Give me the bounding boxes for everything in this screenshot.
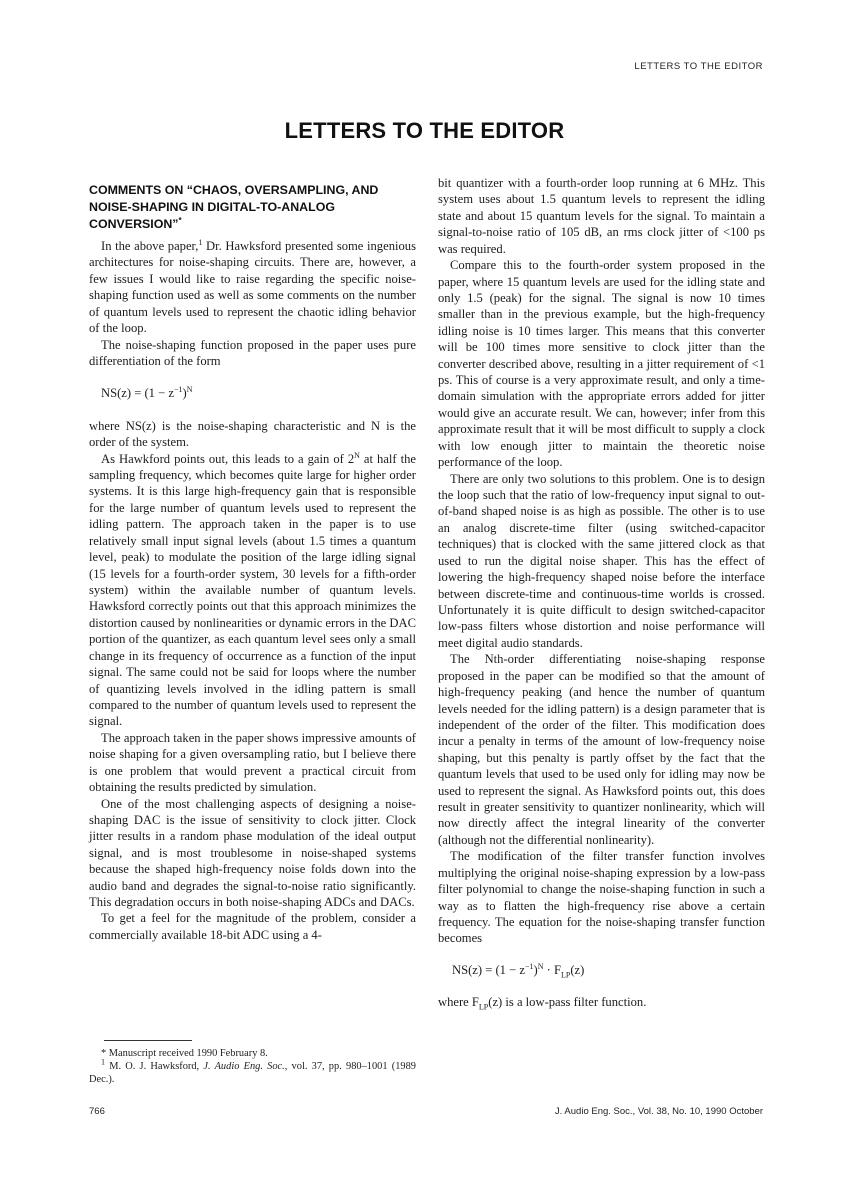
paragraph: The Nth-order differentiating noise-shaping response proposed in the paper can be modified so that the amount of high-frequency peaking (and hence the number of quantum levels needed for the idling pattern) is a design parameter that is independent of the order of the filter. This modification does incur a penalty in terms of the amount of low-frequency noise shaping, but this penalty is partly offset by the fact that the quantum levels that used to be used only for idling may now be used to represent the signal. As Hawksford points out, this does result in greater sensitivity to quantizer nonlinearity, which will now directly affect the integral linearity of the converter (although not the differential nonlinearity). [438, 652, 765, 847]
paragraph: The noise-shaping function proposed in the paper uses pure differentiation of the form [89, 337, 416, 368]
paragraph: To get a feel for the magnitude of the problem, consider a commercially available 18-bit ADC using a 4- [89, 911, 416, 942]
paragraph: where NS(z) is the noise-shaping characteristic and N is the order of the system. [89, 418, 416, 450]
paragraph: In the above paper,$^1$ Dr. Hawksford presented some ingenious architectures for noise-shaping circuits. There are, however, a few issues I would like to raise regarding the specific noise-shaping function used as well as some comments on the number of quantum levels used to represent the chaotic idling behavior of the loop. [89, 237, 416, 336]
page-title: LETTERS TO THE EDITOR [284, 118, 565, 143]
left-column [89, 176, 416, 943]
paragraph: There are only two solutions to this problem. One is to design the loop such that the ratio of low-frequency input signal to out-of-band shaped noise is as high as possible. The other is to use an analog discrete-time filter (using switched-capacitor techniques) that is clocked with the same jittered clock as that used to run the digital noise shaper. This has the effect of lowering the high-frequency shaped noise before the interface between discrete-time and continuous-time worlds is crossed. Unfortunately it is quite difficult to design switched-capacitor low-pass filters whose distortion and noise performance will meet digital audio standards. [438, 471, 765, 650]
paragraph: One of the most challenging aspects of designing a noise-shaping DAC is the issue of sensitivity to clock jitter. Clock jitter results in a random phase modulation of the ideal output signal, and is most troublesome in noise-shaped systems because the shaped high-frequency noise folds down into the audio band and degrades the signal-to-noise ratio significantly. This degradation occurs in both noise-shaping ADCs and DACs. [89, 796, 416, 910]
running-header: LETTERS TO THE EDITOR [634, 61, 763, 72]
paragraph: As Hawkford points out, this leads to a gain of $2^N$ at half the sampling frequency, which becomes quite large for higher order systems. It is this large high-frequency gain that is responsible for the large number of quantum levels used to represent the idling pattern. The approach taken in the paper is to use relatively small input signal levels (about 1.5 times a quantum level, peak) to modulate the position of the large idling signal (15 levels for a fourth-order system, 30 levels for a fifth-order system) within the available number of quantum levels. Hawksford correctly points out that this approach minimizes the distortion caused by nonlinearities or dynamic errors in the DAC portion of the quantizer, as each quantum level sees only a small change in its frequency of occurrence as a function of the input signal. The same could not be said for loops where the number of quantizing levels involved in the idling pattern is small compared to the number of quantum levels used to represent the signal. [89, 450, 417, 729]
paragraph: bit quantizer with a fourth-order loop running at 6 MHz. This system uses about 1.5 quantum levels to represent the idling state and about 15 quantum levels for the signal. To maintain a signal-to-noise ratio of 105 dB, an rms clock jitter of <100 ps was required. [438, 176, 765, 256]
paragraph: The approach taken in the paper shows impressive amounts of noise shaping for a given oversampling ratio, but I believe there is one problem that would prevent a practical circuit from obtaining the results predicted by simulation. [89, 730, 416, 795]
paragraph: The modification of the filter transfer function involves multiplying the original noise-shaping expression by a low-pass filter polynomial to change the noise-shaping function in such a way as to flatten the high-frequency rise above a certain frequency. The equation for the noise-shaping transfer function becomes [438, 849, 765, 946]
article-heading: COMMENTS ON “CHAOS, OVERSAMPLING, AND NOISE-SHAPING IN DIGITAL-TO-ANALOG CONVERSION”* [89, 183, 379, 231]
footnote-reference: $^1$ M. O. J. Hawksford, J. Audio Eng. Soc., vol. 37, pp. 980–1001 (1989 Dec.). [89, 1057, 417, 1086]
equation-noise-shaping: $NS(z) = (1 - z^{-1})^N$ [101, 385, 193, 401]
equation-modified-noise-shaping: $NS(z) = (1 - z^{-1})^N \cdot F_{LP}(z)$ [452, 961, 585, 980]
footnote-manuscript: * Manuscript received 1990 February 8. [101, 1048, 268, 1059]
paragraph: Compare this to the fourth-order system proposed in the paper, where 15 quantum levels are used for the idling state and only 1.5 (peak) for the signal. The signal is now 10 times smaller than in the previous example, but the high-frequency idling noise is 10 times larger. This means that this converter will be 100 times more sensitive to clock jitter than the converter described above, resulting in a jitter requirement of <1 ps. This of course is a very approximate result, and only a time-domain simulation with the appropriate errors added for jitter would give an accurate result. We can, however; infer from this approximate result that it will be most difficult to supply a clock with low enough jitter to maintain the theoretic noise performance of the loop. [438, 258, 765, 470]
footnotes [89, 1047, 416, 1087]
right-column [438, 175, 765, 1011]
footnote-divider [104, 1040, 192, 1041]
journal-citation: J. Audio Eng. Soc., Vol. 38, No. 10, 1990 October [554, 1106, 763, 1117]
page-number: 766 [89, 1106, 105, 1117]
paragraph: where $F_{LP}(z)$ is a low-pass filter function. [438, 995, 647, 1012]
